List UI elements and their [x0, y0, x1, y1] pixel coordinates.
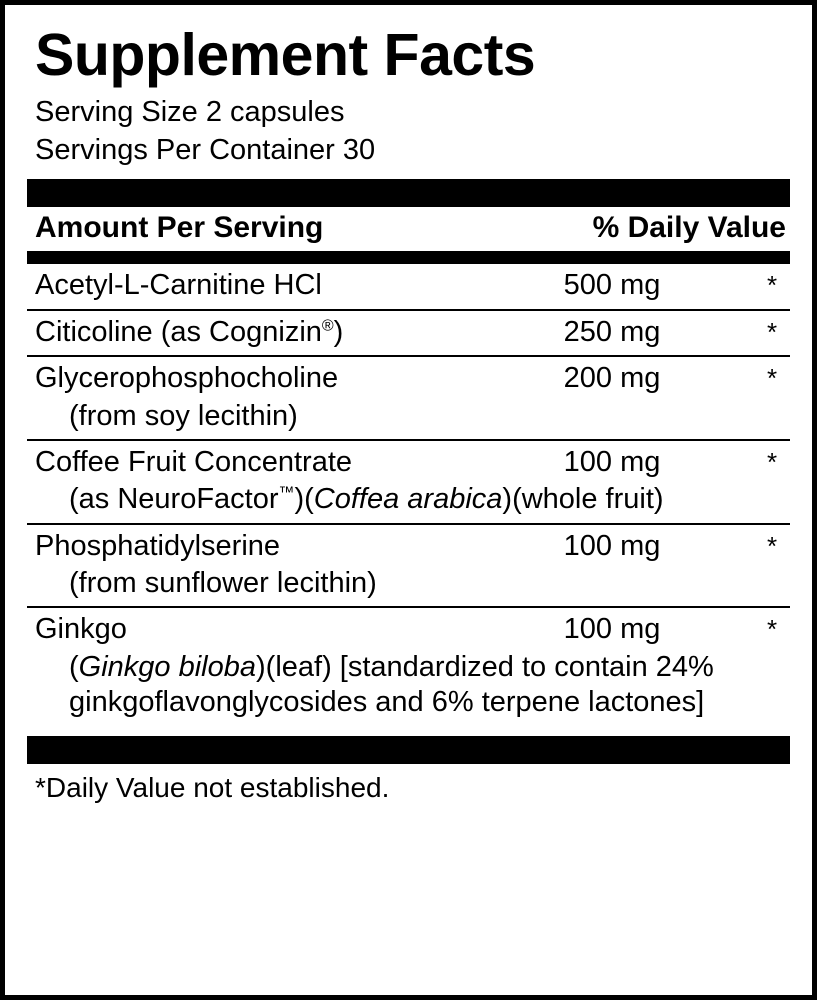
ingredient-name: Phosphatidylserine [35, 529, 281, 562]
ingredients-table [27, 264, 790, 725]
divider-medium-header [27, 251, 790, 264]
ingredient-daily-value: * [766, 363, 778, 394]
ingredient-source: (from sunflower lecithin) [69, 567, 377, 600]
divider-thick-top [27, 179, 790, 207]
ingredient-daily-value: * [766, 270, 778, 301]
ingredient-amount: 100 mg [563, 529, 661, 562]
page-title: Supplement Facts [35, 22, 536, 88]
ingredient-amount: 100 mg [563, 613, 661, 646]
ingredient-name: Glycerophosphocholine [35, 362, 339, 395]
servings-per-container-text: Servings Per Container 30 [35, 134, 376, 167]
ingredient-amount: 500 mg [563, 269, 661, 302]
table-row [27, 355, 790, 439]
ingredient-source: (Ginkgo biloba)(leaf) [standardized to contain 24% ginkgoflavonglycosides and 6% terpene lactones] [69, 650, 714, 719]
ingredient-name: Citicoline (as Cognizin®) [35, 315, 344, 348]
ingredient-source: (from soy lecithin) [69, 399, 298, 432]
ingredient-name: Acetyl-L-Carnitine HCl [35, 269, 322, 302]
table-row [27, 523, 790, 607]
ingredient-amount: 250 mg [563, 315, 661, 348]
footnote-text: *Daily Value not established. [35, 771, 390, 803]
table-row [27, 439, 790, 523]
ingredient-amount: 100 mg [563, 445, 661, 478]
ingredient-daily-value: * [766, 316, 778, 347]
table-row [27, 606, 790, 725]
ingredient-name: Coffee Fruit Concentrate [35, 445, 353, 478]
table-row [27, 309, 790, 355]
serving-size-text: Serving Size 2 capsules [35, 95, 345, 128]
ingredient-daily-value: * [766, 530, 778, 561]
daily-value-header: % Daily Value [592, 211, 786, 245]
ingredient-daily-value: * [766, 614, 778, 645]
ingredient-name: Ginkgo [35, 613, 127, 646]
ingredient-daily-value: * [766, 446, 778, 477]
table-header-row [27, 207, 790, 251]
divider-thick-bottom [27, 736, 790, 764]
ingredient-source: (as NeuroFactor™)(Coffea arabica)(whole fruit) [69, 483, 664, 516]
table-row [27, 264, 790, 308]
ingredient-amount: 200 mg [563, 362, 661, 395]
amount-per-serving-header: Amount Per Serving [35, 211, 324, 245]
